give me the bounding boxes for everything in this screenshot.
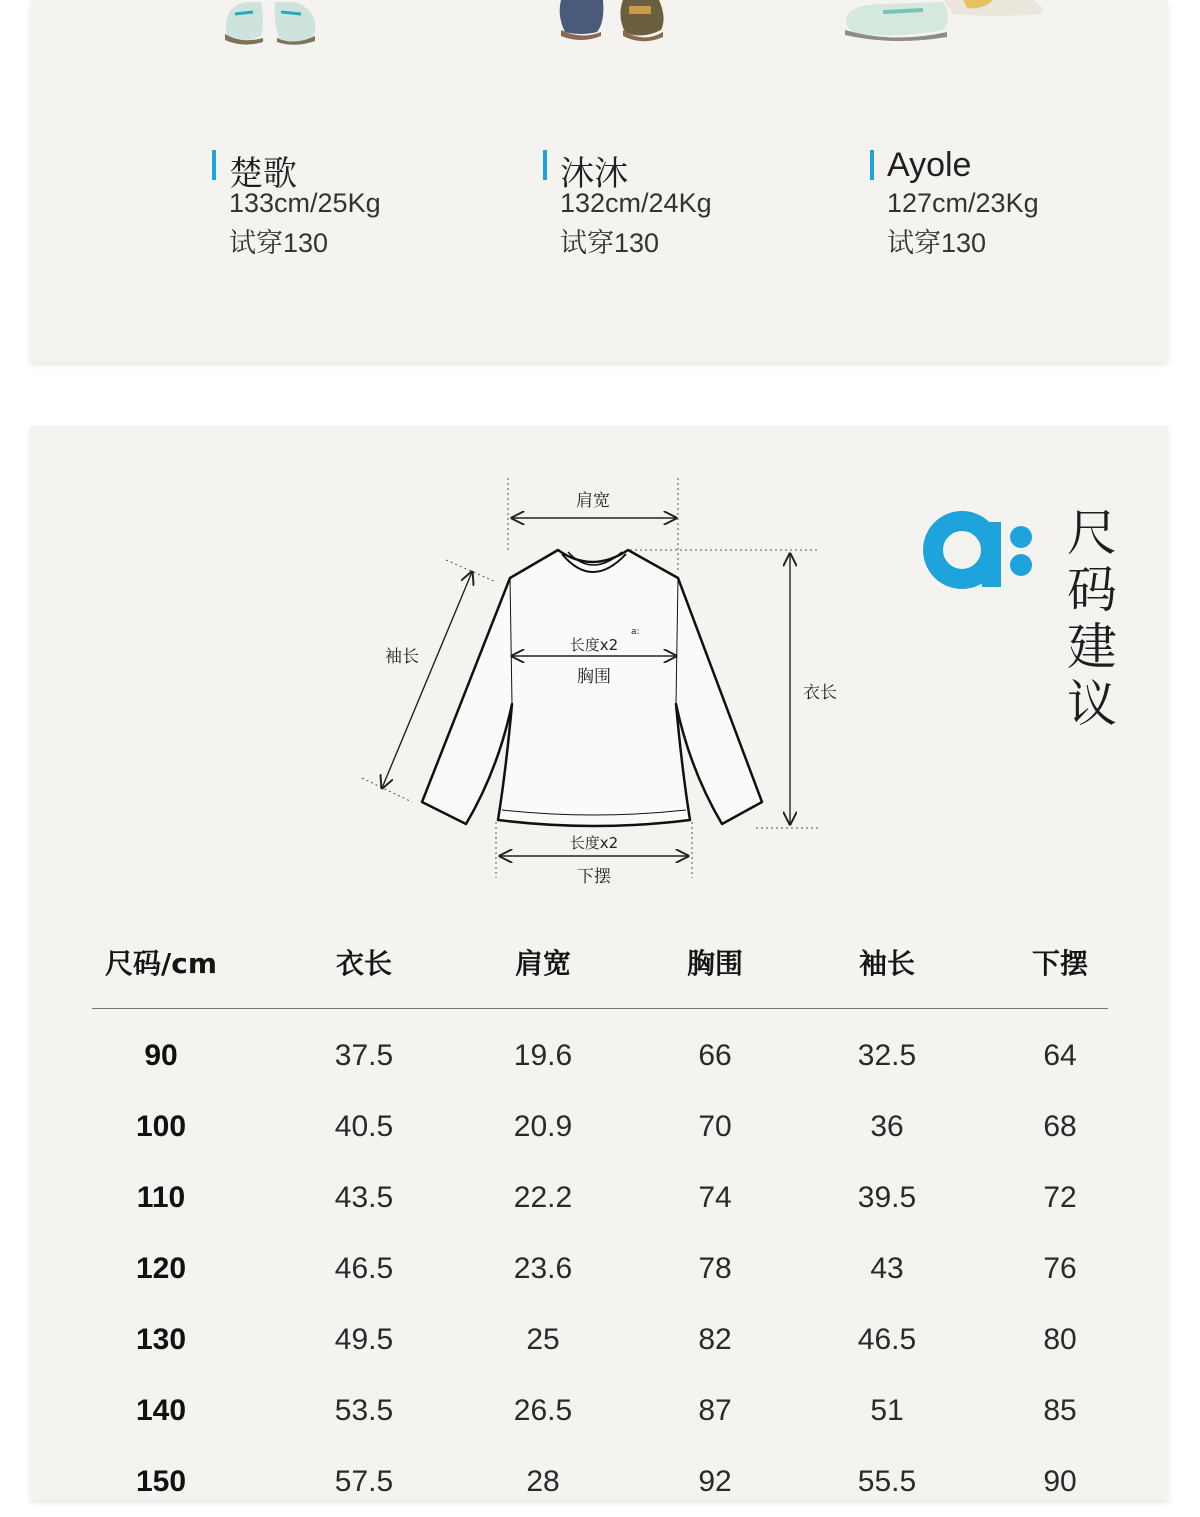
model-height-weight: 127cm/23Kg	[887, 188, 1039, 218]
cell-chest: 82	[698, 1323, 732, 1356]
cell-hem: 85	[1043, 1394, 1077, 1427]
cell-size: 90	[144, 1039, 178, 1072]
cell-chest: 78	[698, 1252, 732, 1285]
table-row	[92, 1304, 1108, 1375]
shoes-image-2	[531, 0, 671, 44]
model-name: 楚歌	[229, 155, 297, 193]
shoes-image-1	[221, 0, 321, 46]
cell-shoulder: 20.9	[513, 1110, 573, 1143]
cell-size: 150	[135, 1465, 187, 1498]
header-shoulder: 肩宽	[514, 947, 572, 980]
size-table	[92, 934, 1108, 1517]
cell-length: 37.5	[334, 1039, 394, 1072]
model-tried-size: 试穿130	[229, 228, 329, 258]
table-row	[92, 1375, 1108, 1446]
table-row	[92, 1233, 1108, 1304]
chest-length-x2-label: 长度x2	[569, 636, 619, 654]
model-tried-size: 试穿130	[560, 228, 660, 258]
cell-shoulder: 23.6	[513, 1252, 573, 1285]
size-guide-title: 尺 码 建 议	[1067, 504, 1117, 733]
cell-sleeve: 46.5	[857, 1323, 917, 1356]
brand-logo-icon	[922, 510, 1037, 590]
cell-sleeve: 39.5	[857, 1181, 917, 1214]
accent-bar	[212, 150, 216, 180]
table-row	[92, 1091, 1108, 1162]
header-hem: 下摆	[1031, 947, 1089, 980]
cell-shoulder: 19.6	[513, 1039, 573, 1072]
model-height-weight: 133cm/25Kg	[229, 188, 381, 218]
cell-hem: 72	[1043, 1181, 1077, 1214]
cell-size: 120	[135, 1252, 187, 1285]
hem-length-x2-label: 长度x2	[569, 834, 619, 852]
cell-hem: 64	[1043, 1039, 1077, 1072]
cell-sleeve: 32.5	[857, 1039, 917, 1072]
cell-sleeve: 55.5	[857, 1465, 917, 1498]
models-card	[31, 0, 1168, 362]
accent-bar	[870, 150, 874, 180]
table-row	[92, 1162, 1108, 1233]
header-length: 衣长	[335, 947, 393, 980]
cell-length: 57.5	[334, 1465, 394, 1498]
cell-shoulder: 26.5	[513, 1394, 573, 1427]
cell-length: 49.5	[334, 1323, 394, 1356]
table-header	[92, 934, 1108, 1009]
cell-chest: 87	[698, 1394, 732, 1427]
shirt-outline	[422, 550, 762, 826]
cell-size: 140	[135, 1394, 187, 1427]
cell-length: 40.5	[334, 1110, 394, 1143]
cell-sleeve: 36	[870, 1110, 904, 1143]
cell-hem: 68	[1043, 1110, 1077, 1143]
cell-size: 100	[135, 1110, 187, 1143]
cell-chest: 92	[698, 1465, 732, 1498]
cell-length: 53.5	[334, 1394, 394, 1427]
cell-hem: 76	[1043, 1252, 1077, 1285]
cell-size: 110	[136, 1181, 186, 1214]
cell-shoulder: 22.2	[513, 1181, 573, 1214]
model-height-weight: 132cm/24Kg	[560, 188, 712, 218]
cell-hem: 90	[1043, 1465, 1077, 1498]
header-sleeve: 袖长	[858, 947, 916, 980]
cell-size: 130	[135, 1323, 187, 1356]
cell-length: 43.5	[334, 1181, 394, 1214]
cell-shoulder: 25	[526, 1323, 560, 1356]
table-body	[92, 1009, 1108, 1517]
model-tried-size: 试穿130	[887, 228, 987, 258]
sleeve-label: 袖长	[385, 647, 419, 667]
garment-measurement-diagram	[330, 470, 870, 890]
cell-length: 46.5	[334, 1252, 394, 1285]
cell-chest: 66	[698, 1039, 732, 1072]
chest-logo-icon: a:	[631, 627, 640, 637]
cell-chest: 74	[698, 1181, 732, 1214]
header-chest: 胸围	[686, 947, 744, 980]
cell-chest: 70	[698, 1110, 732, 1143]
model-name: 沐沐	[560, 155, 628, 193]
header-size: 尺码/cm	[104, 947, 218, 980]
shoes-image-3	[843, 0, 1053, 44]
model-name: Ayole	[887, 146, 972, 184]
cell-sleeve: 43	[870, 1252, 904, 1285]
chest-label: 胸围	[577, 667, 611, 687]
cell-hem: 80	[1043, 1323, 1077, 1356]
accent-bar	[543, 150, 547, 180]
length-label: 衣长	[803, 683, 837, 703]
hem-label: 下摆	[577, 867, 611, 887]
cell-shoulder: 28	[526, 1465, 560, 1498]
table-row	[92, 1446, 1108, 1517]
cell-sleeve: 51	[870, 1394, 904, 1427]
shoulder-label: 肩宽	[576, 491, 610, 511]
table-row	[92, 1020, 1108, 1091]
